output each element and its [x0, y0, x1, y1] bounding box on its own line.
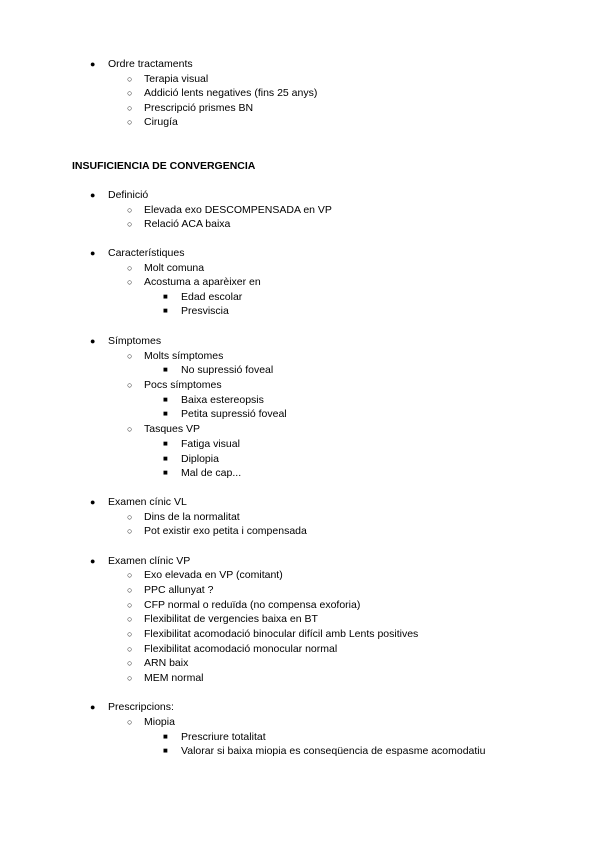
bullet-square: ■ — [163, 395, 168, 404]
list-item: Prescripció prismes BN — [144, 102, 254, 114]
list-item-title: Examen cínic VL — [108, 496, 187, 508]
list-item: Diplopia — [181, 453, 219, 465]
list-item: Exo elevada en VP (comitant) — [144, 569, 283, 581]
list-item: Addició lents negatives (fins 25 anys) — [144, 87, 318, 99]
bullet-square: ■ — [163, 468, 168, 477]
bullet-hollow: ○ — [127, 512, 133, 522]
list-item: Prescriure totalitat — [181, 731, 266, 743]
list-item: Valorar si baixa miopia es conseqüencia de espasme acomodatiu — [181, 745, 486, 757]
bullet-square: ■ — [163, 306, 168, 315]
list-item: Molts símptomes — [144, 350, 224, 362]
list-item: Flexibilitat acomodació binocular difícil amb Lents positives — [144, 628, 419, 640]
bullet-filled: ● — [90, 190, 96, 200]
bullet-filled: ● — [90, 248, 96, 258]
list-item: Terapia visual — [144, 73, 209, 85]
list-item: PPC allunyat ? — [144, 584, 214, 596]
bullet-hollow: ○ — [127, 380, 133, 390]
list-item: Dins de la normalitat — [144, 511, 240, 523]
list-item: Mal de cap... — [181, 467, 242, 479]
bullet-filled: ● — [90, 702, 96, 712]
bullet-hollow: ○ — [127, 219, 133, 229]
list-item-title: Ordre tractaments — [108, 58, 193, 70]
bullet-square: ■ — [163, 732, 168, 741]
list-item: Presviscia — [181, 305, 229, 317]
bullet-hollow: ○ — [127, 263, 133, 273]
bullet-hollow: ○ — [127, 74, 133, 84]
list-item: Relació ACA baixa — [144, 218, 231, 230]
bullet-filled: ● — [90, 556, 96, 566]
bullet-hollow: ○ — [127, 103, 133, 113]
bullet-hollow: ○ — [127, 644, 133, 654]
list-item: Elevada exo DESCOMPENSADA en VP — [144, 204, 332, 216]
section-heading: INSUFICIENCIA DE CONVERGENCIA — [72, 160, 256, 172]
bullet-hollow: ○ — [127, 424, 133, 434]
list-item: Edad escolar — [181, 291, 243, 303]
bullet-square: ■ — [163, 292, 168, 301]
bullet-hollow: ○ — [127, 117, 133, 127]
list-item-title: Definició — [108, 189, 149, 201]
bullet-square: ■ — [163, 439, 168, 448]
bullet-hollow: ○ — [127, 600, 133, 610]
list-item-title: Prescripcions: — [108, 701, 174, 713]
bullet-hollow: ○ — [127, 673, 133, 683]
list-item: CFP normal o reduïda (no compensa exoforia) — [144, 599, 361, 611]
list-item: Petita supressió foveal — [181, 408, 287, 420]
bullet-square: ■ — [163, 365, 168, 374]
bullet-filled: ● — [90, 497, 96, 507]
bullet-square: ■ — [163, 454, 168, 463]
list-item-title: Símptomes — [108, 335, 162, 347]
list-item: Baixa estereopsis — [181, 394, 264, 406]
list-item: Pocs símptomes — [144, 379, 222, 391]
list-item: Acostuma a aparèixer en — [144, 276, 261, 288]
bullet-hollow: ○ — [127, 614, 133, 624]
list-item-title: Característiques — [108, 247, 185, 259]
bullet-square: ■ — [163, 746, 168, 755]
bullet-hollow: ○ — [127, 526, 133, 536]
list-item: Fatiga visual — [181, 438, 240, 450]
list-item: Tasques VP — [144, 423, 201, 435]
list-item-title: Examen clínic VP — [108, 555, 191, 567]
list-item: MEM normal — [144, 672, 204, 684]
list-item: Miopia — [144, 716, 175, 728]
bullet-hollow: ○ — [127, 277, 133, 287]
bullet-hollow: ○ — [127, 717, 133, 727]
list-item: Molt comuna — [144, 262, 205, 274]
list-item: Flexibilitat de vergencies baixa en BT — [144, 613, 318, 625]
bullet-hollow: ○ — [127, 88, 133, 98]
list-item: No supressió foveal — [181, 364, 274, 376]
bullet-hollow: ○ — [127, 585, 133, 595]
bullet-hollow: ○ — [127, 629, 133, 639]
bullet-filled: ● — [90, 59, 96, 69]
bullet-square: ■ — [163, 409, 168, 418]
bullet-filled: ● — [90, 336, 96, 346]
list-item: Cirugía — [144, 116, 178, 128]
bullet-hollow: ○ — [127, 205, 133, 215]
list-item: Pot existir exo petita i compensada — [144, 525, 307, 537]
list-item: ARN baix — [144, 657, 189, 669]
list-item: Flexibilitat acomodació monocular normal — [144, 643, 338, 655]
bullet-hollow: ○ — [127, 351, 133, 361]
bullet-hollow: ○ — [127, 658, 133, 668]
bullet-hollow: ○ — [127, 570, 133, 580]
